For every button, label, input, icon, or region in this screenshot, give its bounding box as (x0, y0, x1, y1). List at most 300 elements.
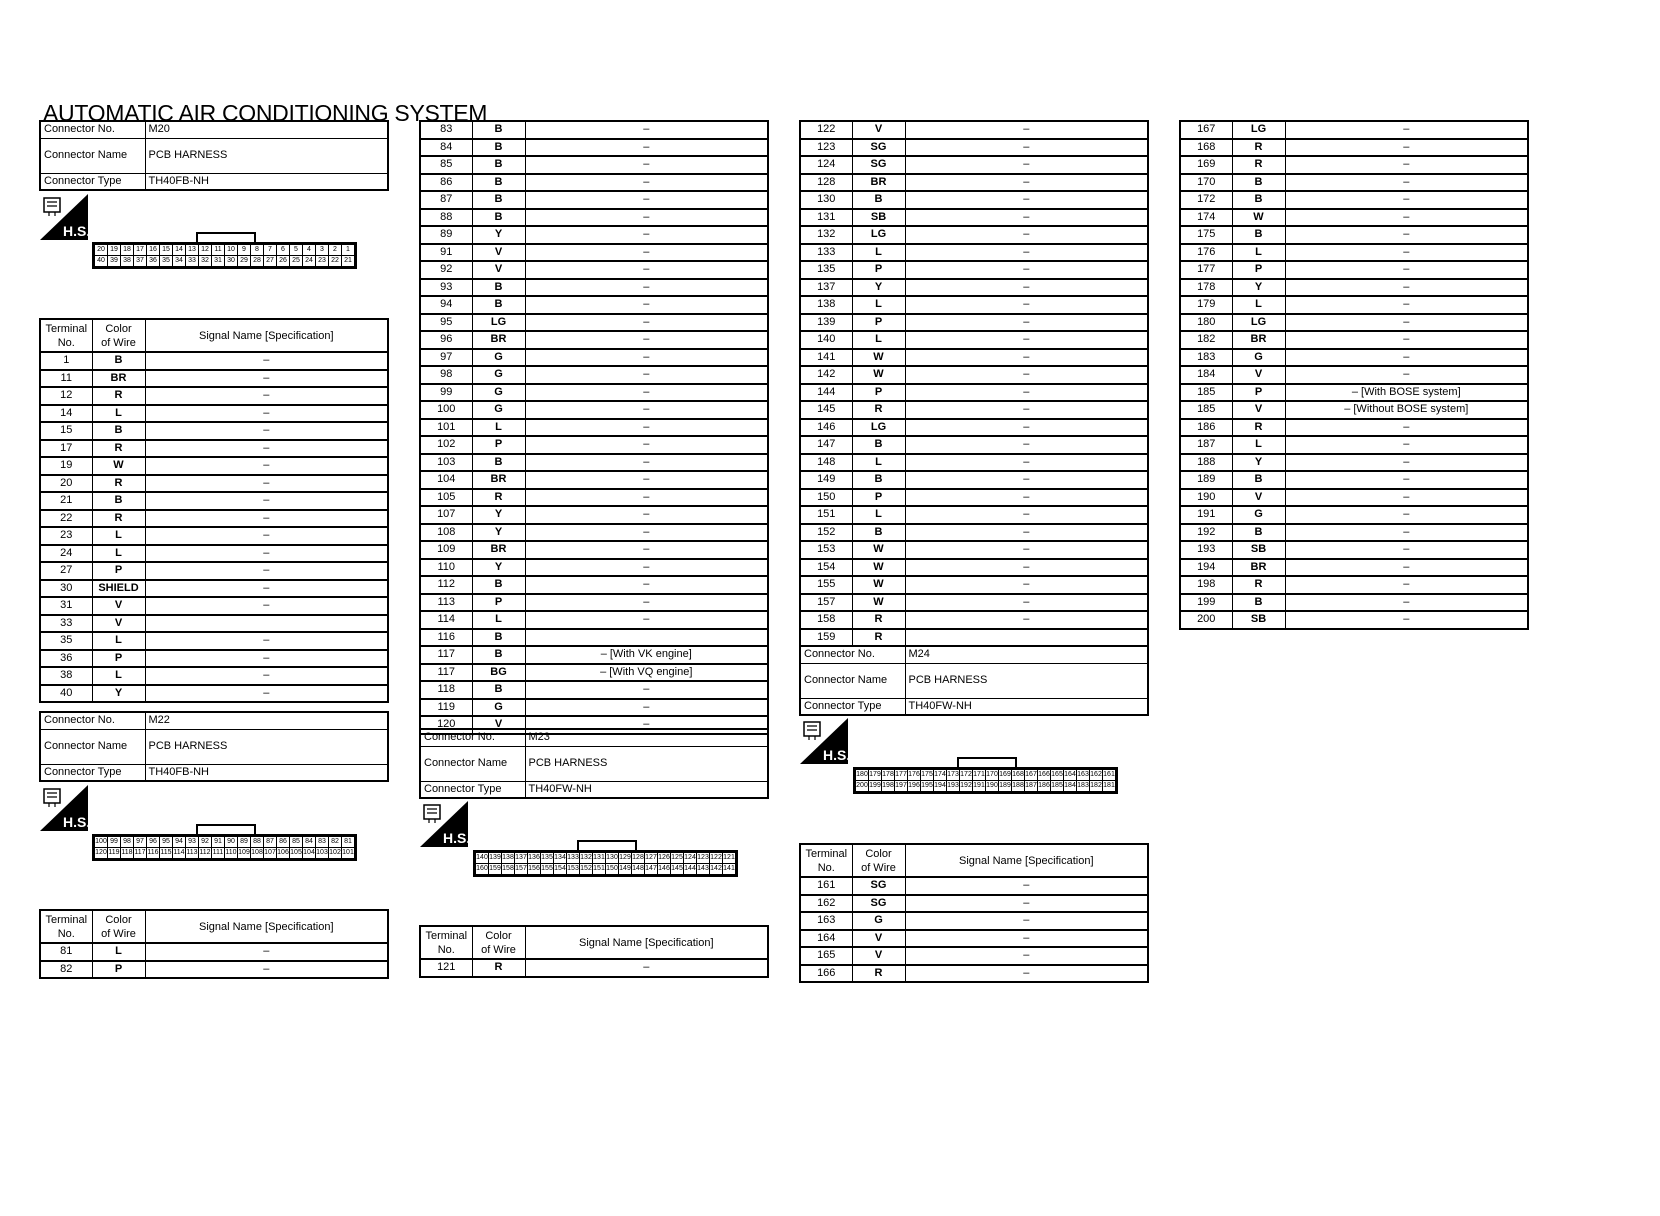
signal-name: – (905, 611, 1148, 629)
signal-name: – (1285, 454, 1528, 472)
pin-cell: 28 (251, 256, 263, 266)
signal-name: – (145, 685, 388, 703)
signal-name: – [Without BOSE system] (1285, 401, 1528, 419)
signal-name: – (1285, 349, 1528, 367)
pin-cell: 91 (212, 837, 224, 847)
signal-name: – [With VK engine] (525, 646, 768, 664)
signal-name: – (145, 387, 388, 405)
signal-name: – (525, 209, 768, 227)
wire-color: B (92, 492, 145, 510)
table-row (800, 576, 1148, 594)
signal-name: – (905, 174, 1148, 192)
pin-cell: 121 (723, 854, 735, 861)
terminal-no: 192 (1180, 524, 1232, 542)
pin-cell: 199 (869, 782, 881, 789)
terminal-no: 199 (1180, 594, 1232, 612)
wire-color: SG (852, 139, 905, 157)
wire-color: B (852, 436, 905, 454)
table-row (420, 611, 768, 629)
wire-color: B (472, 209, 525, 227)
wire-color: G (1232, 349, 1285, 367)
pin-cell: 144 (684, 865, 696, 872)
signal-name: – (905, 436, 1148, 454)
terminal-no: 148 (800, 454, 852, 472)
connector-no-label: Connector No. (800, 646, 905, 663)
terminal-no: 159 (800, 629, 852, 647)
table-row (420, 646, 768, 664)
wire-color: BR (472, 541, 525, 559)
pin-cell: 114 (173, 849, 185, 856)
terminal-no: 22 (40, 510, 92, 528)
harness-side-icon (40, 194, 88, 245)
connector-type-row (40, 764, 388, 781)
signal-name: – (905, 191, 1148, 209)
pin-cell: 94 (173, 837, 185, 847)
hs-badge-text: H.S. (63, 814, 88, 830)
table-row (420, 681, 768, 699)
signal-name: – (525, 191, 768, 209)
terminal-no: 114 (420, 611, 472, 629)
table-row (420, 121, 768, 139)
table-row (40, 387, 388, 405)
terminal-no: 109 (420, 541, 472, 559)
signal-name: – (145, 422, 388, 440)
wire-color: Y (1232, 454, 1285, 472)
table-row (420, 419, 768, 437)
table-row (420, 959, 768, 977)
pin-cell: 106 (277, 849, 289, 856)
wire-color: V (1232, 401, 1285, 419)
wire-color: B (472, 576, 525, 594)
terminal-no: 155 (800, 576, 852, 594)
signal-name: – (525, 401, 768, 419)
wire-color: L (1232, 296, 1285, 314)
connector-type-row (420, 781, 768, 798)
connector-name-label: Connector Name (800, 663, 905, 698)
terminal-no: 168 (1180, 139, 1232, 157)
terminal-no: 157 (800, 594, 852, 612)
table-row (420, 209, 768, 227)
table-row (420, 296, 768, 314)
table-row (800, 436, 1148, 454)
wire-color: P (1232, 384, 1285, 402)
header-signal: Signal Name [Specification] (145, 319, 388, 352)
pin-cell: 127 (645, 854, 657, 861)
signal-name: – (905, 895, 1148, 913)
terminal-no: 103 (420, 454, 472, 472)
wire-color: L (1232, 244, 1285, 262)
signal-name: – (145, 961, 388, 979)
wire-color: B (1232, 524, 1285, 542)
wire-color: R (852, 629, 905, 647)
pin-cell: 109 (238, 849, 250, 856)
table-row (800, 314, 1148, 332)
signal-name: – (905, 296, 1148, 314)
signal-name: – (145, 457, 388, 475)
pin-cell: 110 (225, 849, 237, 856)
wire-color: G (472, 699, 525, 717)
wire-color: R (1232, 156, 1285, 174)
connector-type-value: TH40FW-NH (905, 698, 1148, 715)
table-row (1180, 121, 1528, 139)
table-row (1180, 419, 1528, 437)
connector-name-value: PCB HARNESS (145, 138, 388, 173)
wire-color: B (472, 156, 525, 174)
wire-color: L (92, 943, 145, 961)
table-row (420, 629, 768, 647)
pin-grid (473, 850, 738, 877)
signal-name: – (145, 545, 388, 563)
signal-name: – (525, 244, 768, 262)
terminal-no: 167 (1180, 121, 1232, 139)
connector-type-value: TH40FB-NH (145, 764, 388, 781)
pin-cell: 153 (567, 865, 579, 872)
pin-cell: 4 (303, 245, 315, 255)
wire-color: P (852, 314, 905, 332)
terminal-no: 147 (800, 436, 852, 454)
table-row (420, 664, 768, 682)
table-row (800, 965, 1148, 983)
wire-color: LG (852, 419, 905, 437)
terminal-no: 163 (800, 912, 852, 930)
signal-name: – (525, 349, 768, 367)
terminal-no: 183 (1180, 349, 1232, 367)
pin-cell: 124 (684, 854, 696, 861)
signal-name: – (525, 296, 768, 314)
signal-name: – (1285, 524, 1528, 542)
table-row (800, 471, 1148, 489)
pin-cell: 150 (606, 865, 618, 872)
signal-name: – (905, 349, 1148, 367)
terminal-no: 153 (800, 541, 852, 559)
table-row (1180, 506, 1528, 524)
terminal-no: 86 (420, 174, 472, 192)
pin-cell: 155 (541, 865, 553, 872)
wire-color: B (472, 629, 525, 647)
table-row (40, 440, 388, 458)
table-row (1180, 471, 1528, 489)
header-terminal: Terminal No. (40, 910, 92, 943)
pin-cell: 159 (489, 865, 501, 872)
table-row (420, 244, 768, 262)
pin-cell: 10 (225, 245, 237, 255)
wire-color: W (852, 541, 905, 559)
pin-cell: 145 (671, 865, 683, 872)
pin-cell: 119 (108, 849, 120, 856)
signal-name: – (905, 912, 1148, 930)
signal-name: – (1285, 419, 1528, 437)
wire-color: V (1232, 366, 1285, 384)
wire-color: V (472, 716, 525, 734)
header-color: Color of Wire (852, 844, 905, 877)
signal-name: – (905, 524, 1148, 542)
connector-type-row (800, 698, 1148, 715)
pin-cell: 151 (593, 865, 605, 872)
table-row (1180, 314, 1528, 332)
pin-cell: 187 (1025, 782, 1037, 789)
table-row (800, 366, 1148, 384)
terminal-no: 141 (800, 349, 852, 367)
wire-color: L (92, 545, 145, 563)
wire-color: P (92, 562, 145, 580)
terminal-no: 169 (1180, 156, 1232, 174)
harness-side-icon (800, 718, 848, 769)
wire-color: LG (1232, 121, 1285, 139)
signal-name: – (905, 314, 1148, 332)
pin-cell: 112 (199, 849, 211, 856)
signal-name: – (525, 314, 768, 332)
pin-cell: 15 (160, 245, 172, 255)
table-row (800, 261, 1148, 279)
signal-name: – (905, 209, 1148, 227)
signal-name: – (1285, 541, 1528, 559)
signal-name: – (1285, 244, 1528, 262)
pin-cell: 165 (1051, 771, 1063, 778)
wire-color: B (472, 681, 525, 699)
pin-cell: 173 (947, 771, 959, 778)
table-header (40, 910, 388, 943)
table-row (800, 912, 1148, 930)
pin-cell: 131 (593, 854, 605, 861)
table-row (420, 279, 768, 297)
wire-color: W (852, 349, 905, 367)
wire-color: G (852, 912, 905, 930)
wire-color: B (92, 422, 145, 440)
table-row (420, 471, 768, 489)
wire-color: P (92, 650, 145, 668)
signal-name: – (525, 366, 768, 384)
terminal-no: 188 (1180, 454, 1232, 472)
signal-name: – (525, 611, 768, 629)
table-row (1180, 559, 1528, 577)
signal-name: – (905, 559, 1148, 577)
table-row (40, 632, 388, 650)
wire-color: V (472, 244, 525, 262)
table-row (800, 156, 1148, 174)
terminal-no: 158 (800, 611, 852, 629)
pin-cell: 200 (856, 782, 868, 789)
terminal-no: 152 (800, 524, 852, 542)
terminal-no: 89 (420, 226, 472, 244)
pin-cell: 197 (895, 782, 907, 789)
connector-no-label: Connector No. (420, 729, 525, 746)
terminal-no: 150 (800, 489, 852, 507)
wire-color: R (92, 475, 145, 493)
wire-color: V (92, 597, 145, 615)
pin-cell: 5 (290, 245, 302, 255)
wire-color: G (472, 349, 525, 367)
table-row (1180, 331, 1528, 349)
terminal-no: 137 (800, 279, 852, 297)
wire-color: SG (852, 156, 905, 174)
signal-name: – (525, 454, 768, 472)
signal-name: – (1285, 506, 1528, 524)
pin-cell: 193 (947, 782, 959, 789)
table-row (40, 510, 388, 528)
signal-name: – (905, 965, 1148, 983)
table-header (420, 926, 768, 959)
terminal-no: 20 (40, 475, 92, 493)
harness-side-icon (420, 801, 468, 852)
table-row (40, 943, 388, 961)
table-row (1180, 279, 1528, 297)
pin-cell: 99 (108, 837, 120, 847)
connector-no-row (40, 712, 388, 729)
pin-cell: 89 (238, 837, 250, 847)
connector-type-value: TH40FB-NH (145, 173, 388, 190)
terminal-no: 131 (800, 209, 852, 227)
table-row (420, 349, 768, 367)
signal-name: – (145, 632, 388, 650)
wire-color: SB (1232, 611, 1285, 629)
terminal-no: 194 (1180, 559, 1232, 577)
connector-name-row (40, 138, 388, 173)
wire-color: L (472, 419, 525, 437)
terminal-no: 19 (40, 457, 92, 475)
table-row (40, 475, 388, 493)
pin-cell: 83 (316, 837, 328, 847)
pin-cell: 113 (186, 849, 198, 856)
wire-color: B (852, 524, 905, 542)
connector-no-value: M23 (525, 729, 768, 746)
pin-cell: 115 (160, 849, 172, 856)
pin-cell: 85 (290, 837, 302, 847)
table-row (1180, 349, 1528, 367)
wire-color: BR (472, 471, 525, 489)
signal-name: – (905, 594, 1148, 612)
signal-name: – (905, 454, 1148, 472)
signal-name: – (525, 261, 768, 279)
connector-type-label: Connector Type (800, 698, 905, 715)
terminal-no: 120 (420, 716, 472, 734)
terminal-no: 154 (800, 559, 852, 577)
pin-cell: 175 (921, 771, 933, 778)
wire-color: SB (1232, 541, 1285, 559)
signal-name: – (1285, 471, 1528, 489)
terminal-no: 174 (1180, 209, 1232, 227)
table-row (800, 524, 1148, 542)
table-row (800, 121, 1148, 139)
table-row (800, 191, 1148, 209)
connector-no-row (40, 121, 388, 138)
terminal-no: 96 (420, 331, 472, 349)
wire-color: BR (1232, 331, 1285, 349)
pin-cell: 3 (316, 245, 328, 255)
pin-cell: 82 (329, 837, 341, 847)
signal-name: – (525, 576, 768, 594)
connector-name-label: Connector Name (420, 746, 525, 781)
table-row (800, 559, 1148, 577)
terminal-no: 185 (1180, 384, 1232, 402)
terminal-no: 21 (40, 492, 92, 510)
terminal-no: 102 (420, 436, 472, 454)
pin-cell: 149 (619, 865, 631, 872)
terminal-table-t3 (419, 120, 769, 735)
wire-color: P (852, 261, 905, 279)
terminal-no: 36 (40, 650, 92, 668)
table-row (800, 174, 1148, 192)
terminal-no: 11 (40, 370, 92, 388)
table-row (40, 685, 388, 703)
signal-name: – (145, 510, 388, 528)
pin-cell: 103 (316, 849, 328, 856)
terminal-no: 12 (40, 387, 92, 405)
terminal-no: 175 (1180, 226, 1232, 244)
signal-name: – [With VQ engine] (525, 664, 768, 682)
wire-color: L (1232, 436, 1285, 454)
signal-name: – (905, 877, 1148, 895)
pin-cell: 190 (986, 782, 998, 789)
table-row (800, 930, 1148, 948)
wire-color: LG (472, 314, 525, 332)
terminal-no: 113 (420, 594, 472, 612)
pin-cell: 147 (645, 865, 657, 872)
wire-color: G (1232, 506, 1285, 524)
signal-name: – (525, 331, 768, 349)
signal-name: – (1285, 611, 1528, 629)
signal-name: – (1285, 331, 1528, 349)
pin-cell: 13 (186, 245, 198, 255)
terminal-no: 83 (420, 121, 472, 139)
terminal-no: 180 (1180, 314, 1232, 332)
signal-name: – (1285, 436, 1528, 454)
pin-cell: 107 (264, 849, 276, 856)
terminal-no: 81 (40, 943, 92, 961)
signal-name: – (525, 559, 768, 577)
terminal-no: 132 (800, 226, 852, 244)
terminal-no: 94 (420, 296, 472, 314)
table-row (1180, 191, 1528, 209)
signal-name: – (145, 667, 388, 685)
signal-name: – (145, 562, 388, 580)
pin-cell: 24 (303, 256, 315, 266)
signal-name: – (525, 959, 768, 977)
wire-color: P (472, 436, 525, 454)
signal-name: – (905, 401, 1148, 419)
signal-name: – (525, 716, 768, 734)
pin-cell: 100 (95, 838, 107, 845)
wire-color: R (472, 959, 525, 977)
pin-cell: 9 (238, 245, 250, 255)
terminal-no: 14 (40, 405, 92, 423)
table-row (420, 331, 768, 349)
terminal-no: 110 (420, 559, 472, 577)
pin-cell: 96 (147, 837, 159, 847)
signal-name: – (905, 506, 1148, 524)
wire-color: V (852, 947, 905, 965)
terminal-no: 100 (420, 401, 472, 419)
signal-name: – (905, 261, 1148, 279)
wire-color: SB (852, 209, 905, 227)
wire-color: B (472, 191, 525, 209)
signal-name: – (525, 139, 768, 157)
pin-cell: 98 (121, 837, 133, 847)
signal-name: – (525, 699, 768, 717)
signal-name: – (525, 594, 768, 612)
pin-cell: 118 (121, 849, 133, 856)
terminal-no: 95 (420, 314, 472, 332)
wire-color: W (852, 594, 905, 612)
table-header (800, 844, 1148, 877)
header-terminal: Terminal No. (800, 844, 852, 877)
pin-cell: 101 (342, 849, 354, 856)
wire-color: B (1232, 174, 1285, 192)
signal-name: – (905, 366, 1148, 384)
wire-color: P (852, 384, 905, 402)
terminal-no: 184 (1180, 366, 1232, 384)
pin-cell: 185 (1051, 782, 1063, 789)
pin-cell: 2 (329, 245, 341, 255)
